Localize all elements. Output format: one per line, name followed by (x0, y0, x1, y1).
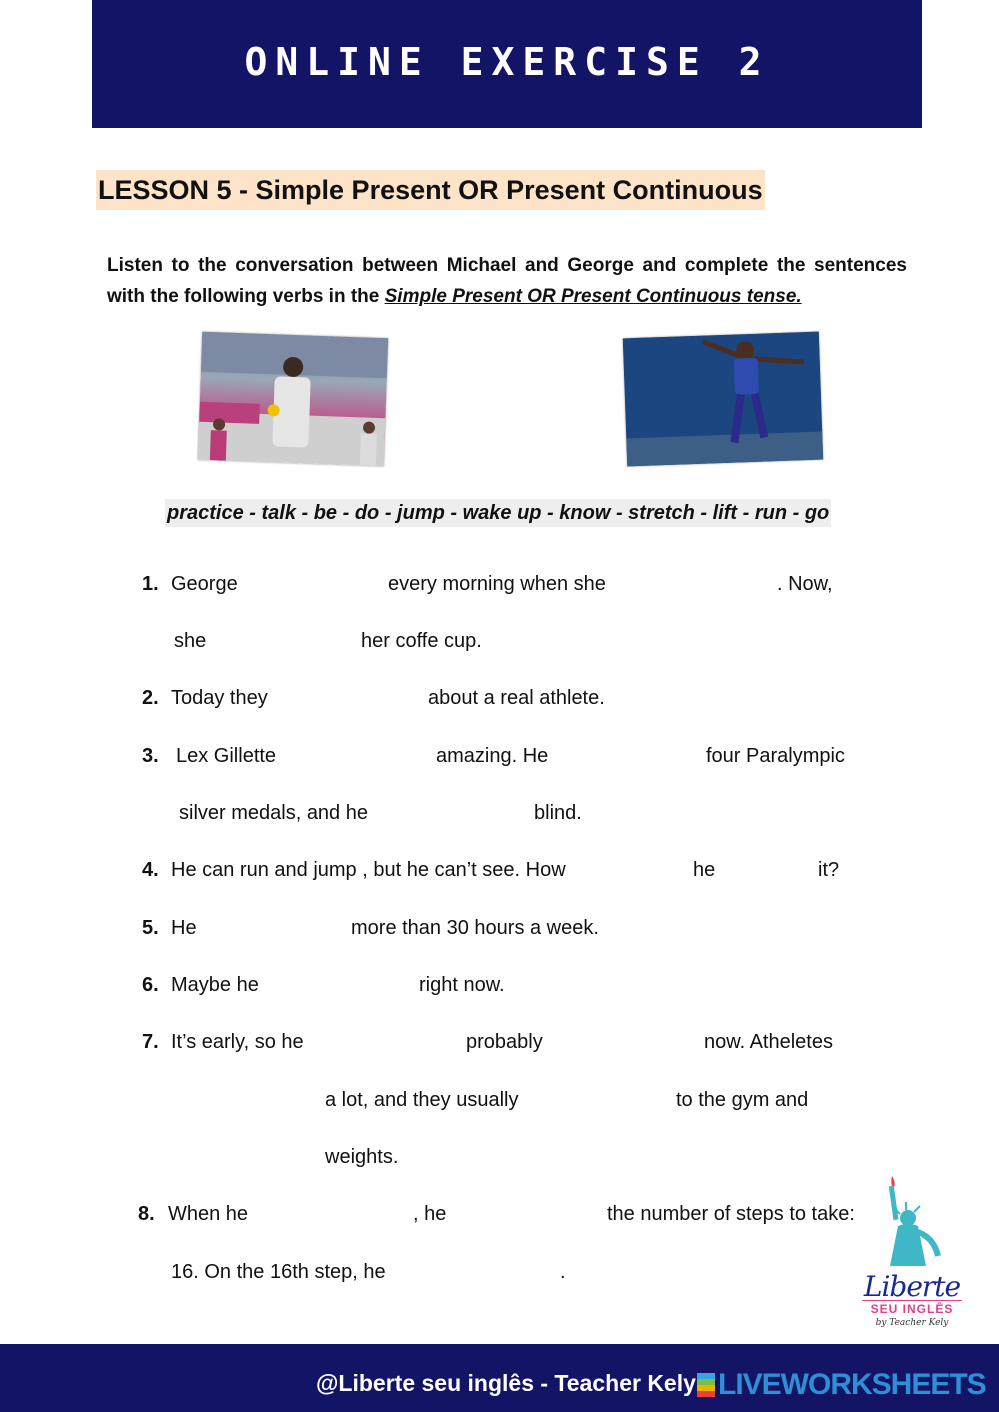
q1-text-e: her coffe cup. (361, 630, 482, 652)
liberte-logo (862, 1172, 962, 1334)
q3-text-e: blind. (534, 802, 582, 824)
q8-number: 8. (138, 1203, 155, 1225)
q3-number: 3. (142, 745, 159, 767)
q1-text-b: every morning when she (388, 573, 606, 595)
footer-credit: @Liberte seu inglês - Teacher Kely (316, 1370, 696, 1396)
instructions-text: Listen to the conversation between Michael and George and complete the sentences with the following verbs in the (107, 255, 907, 307)
q2-number: 2. (142, 687, 159, 709)
q1-number: 1. (142, 573, 159, 595)
q7-text-f: weights. (325, 1146, 399, 1168)
logo-subtitle: SEU INGLÊS (862, 1300, 962, 1316)
q8-text-b: , he (413, 1203, 447, 1225)
instructions-tense: Simple Present OR Present Continuous tense. (384, 286, 802, 307)
q7-number: 7. (142, 1031, 159, 1053)
q1-text-d: she (174, 630, 207, 652)
q1-text-a: George (171, 573, 238, 595)
q5-text-b: more than 30 hours a week. (351, 917, 599, 939)
verb-bank: practice - talk - be - do - jump - wake up - know - stretch - lift - run - go (165, 499, 831, 527)
instructions (107, 250, 907, 312)
q4-text-a: He can run and jump , but he can’t see. How (171, 859, 566, 881)
q5-text-a: He (171, 917, 197, 939)
q3-text-a: Lex Gillette (176, 745, 277, 767)
q3-text-b: amazing. He (436, 745, 549, 767)
q7-text-a: It’s early, so he (171, 1031, 304, 1053)
q5-number: 5. (142, 917, 159, 939)
q8-text-c: the number of steps to take: (607, 1203, 855, 1225)
q1-text-c: . Now, (777, 573, 833, 595)
logo-byline: by Teacher Kely (875, 1318, 949, 1328)
q7-text-b: probably (466, 1031, 543, 1053)
q3-text-c: four Paralympic (706, 745, 845, 767)
q7-text-d: a lot, and they usually (325, 1089, 519, 1111)
lesson-title: LESSON 5 - Simple Present OR Present Continuous (96, 170, 765, 210)
statue-of-liberty-icon (862, 1172, 962, 1272)
q3-text-d: silver medals, and he (179, 802, 368, 824)
q6-text-b: right now. (419, 974, 505, 996)
logo-wordmark: Liberte (863, 1270, 961, 1303)
q4-text-c: it? (818, 859, 840, 881)
q7-text-e: to the gym and (676, 1089, 809, 1111)
q2-text-a: Today they (171, 687, 268, 709)
worksheet-title: ONLINE EXERCISE 2 (244, 40, 770, 84)
q4-number: 4. (142, 859, 159, 881)
q8-text-a: When he (168, 1203, 249, 1225)
header-band (92, 0, 922, 128)
medal-ceremony-photo (198, 332, 388, 466)
q4-text-b: he (693, 859, 716, 881)
q2-text-b: about a real athlete. (428, 687, 605, 709)
q6-number: 6. (142, 974, 159, 996)
liveworksheets-watermark: LIVEWORKSHEETS (718, 1368, 986, 1401)
q8-text-d: 16. On the 16th step, he (171, 1261, 386, 1283)
long-jump-photo (623, 332, 823, 467)
q7-text-c: now. Atheletes (704, 1031, 833, 1053)
liveworksheets-badge-icon (697, 1373, 715, 1397)
q8-text-e: . (560, 1261, 566, 1283)
q6-text-a: Maybe he (171, 974, 259, 996)
